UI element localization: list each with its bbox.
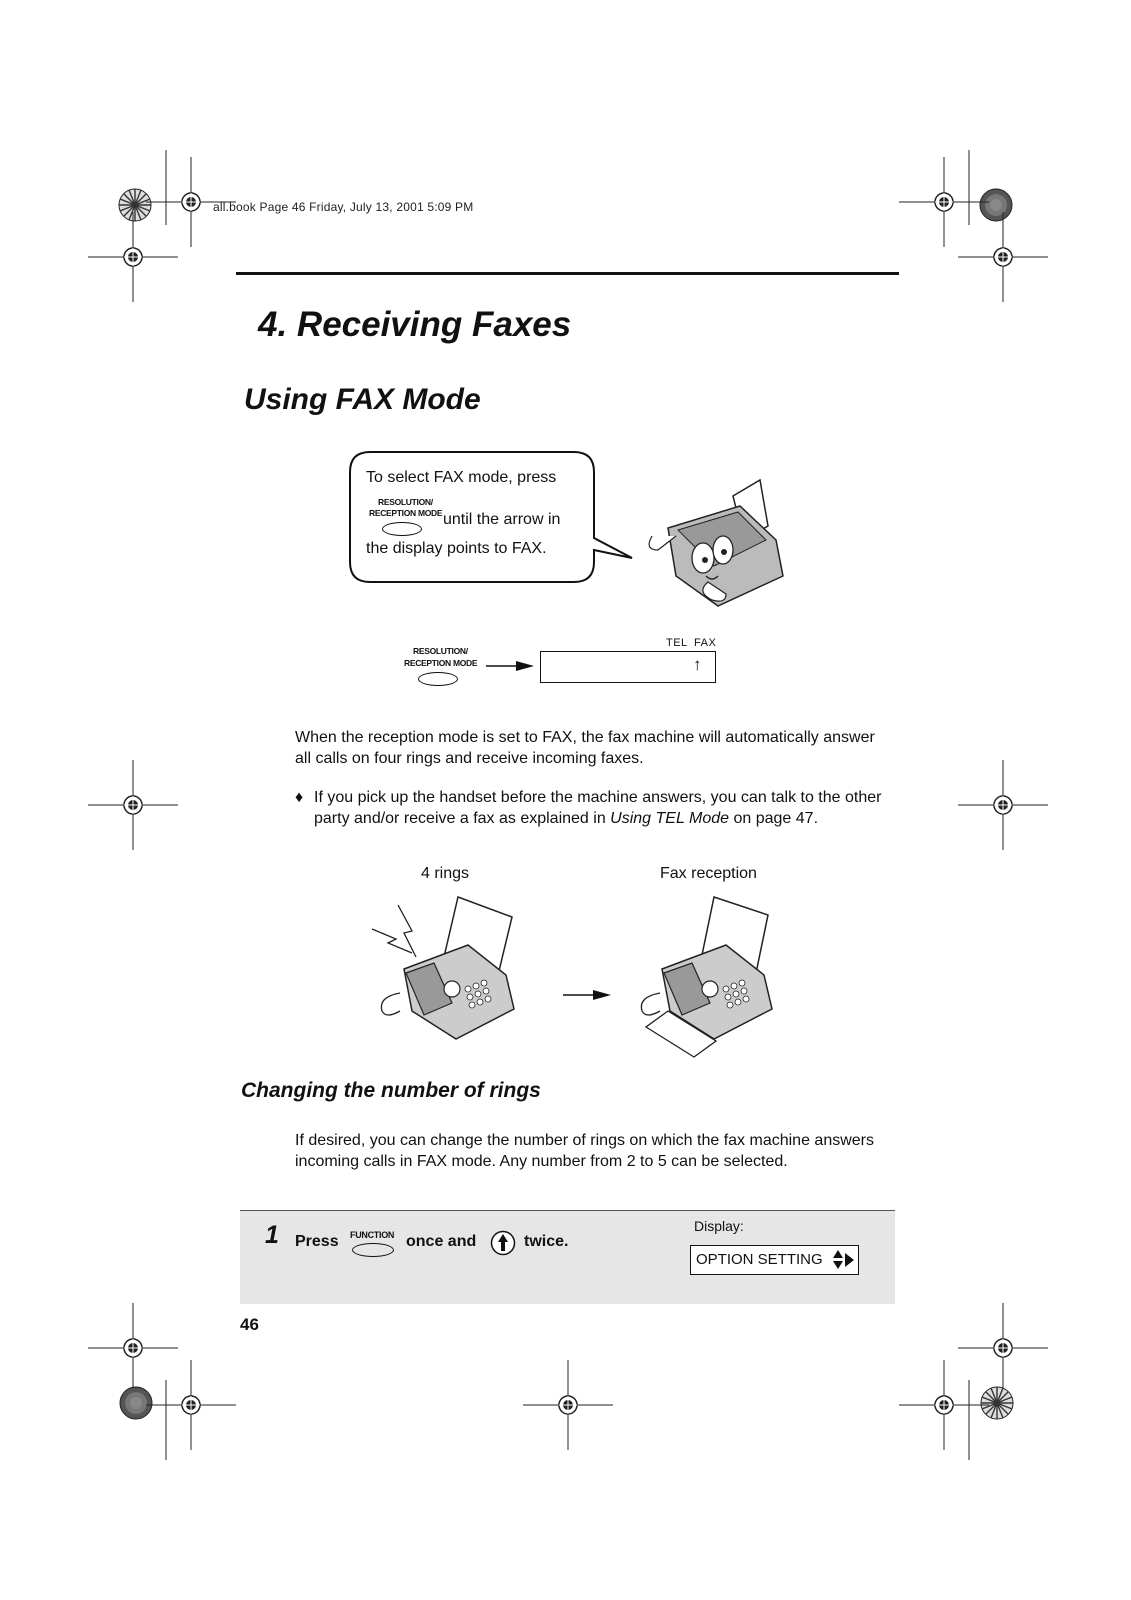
running-header: all.book Page 46 Friday, July 13, 2001 5:09 PM (213, 200, 474, 214)
option-setting-display (690, 1245, 859, 1275)
callout-line-3: the display points to FAX. (366, 540, 547, 557)
step-twice: twice. (524, 1233, 569, 1250)
rings-paragraph: If desired, you can change the number of rings on which the fax machine answers incoming calls in FAX mode. Any number from 2 to 5 can be selected. (295, 1132, 874, 1170)
diagram-key-label-1: RESOLUTION/ (413, 646, 468, 656)
bullet-diamond-icon: ♦ (295, 789, 304, 806)
diagram-resolution-key (418, 672, 458, 686)
label-4-rings: 4 rings (421, 865, 470, 882)
arrow-right-icon (486, 660, 536, 672)
fax-mascot-illustration (648, 478, 788, 608)
bullet-text-after: on page 47. (729, 810, 819, 827)
up-arrow-key-icon (490, 1230, 516, 1256)
bullet-italic-ref: Using TEL Mode (610, 810, 730, 827)
chapter-title: 4. Receiving Faxes (258, 305, 572, 344)
lcd-display (540, 651, 716, 683)
callout-line-1: To select FAX mode, press (366, 469, 557, 486)
step-number: 1 (265, 1221, 279, 1249)
arrow-right-icon-2 (563, 989, 613, 1001)
step-once-and: once and (406, 1233, 477, 1250)
bullet-text (314, 787, 894, 829)
fax-ringing-illustration (370, 893, 540, 1053)
tel-label: TEL (666, 637, 688, 649)
header-rule (236, 272, 899, 275)
label-fax-reception: Fax reception (660, 865, 757, 882)
page-number: 46 (240, 1315, 259, 1334)
function-key-label: FUNCTION (350, 1230, 395, 1240)
section-title: Using FAX Mode (244, 383, 481, 416)
resolution-reception-mode-key (382, 522, 422, 536)
up-down-right-arrows-icon (833, 1249, 857, 1271)
option-setting-text: OPTION SETTING (696, 1251, 823, 1268)
callout-key-label-1: RESOLUTION/ (378, 497, 433, 507)
callout-line-2: until the arrow in (443, 511, 561, 528)
intro-paragraph: When the reception mode is set to FAX, the fax machine will automatically answer all calls on four rings and receive incoming faxes. (295, 729, 875, 767)
bullet-text-before: If you pick up the handset before the machine answers, you can talk to the other party and/or receive a fax as explained in (314, 789, 882, 827)
subsection-title: Changing the number of rings (241, 1079, 541, 1102)
fax-receiving-illustration (638, 893, 788, 1063)
fax-label: FAX (694, 637, 717, 649)
display-arrow-icon: ↑ (693, 655, 702, 674)
function-key (352, 1243, 394, 1257)
diagram-key-label-2: RECEPTION MODE (404, 658, 478, 668)
display-label: Display: (694, 1218, 744, 1234)
callout-key-label-2: RECEPTION MODE (369, 508, 443, 518)
step-press: Press (295, 1233, 339, 1250)
